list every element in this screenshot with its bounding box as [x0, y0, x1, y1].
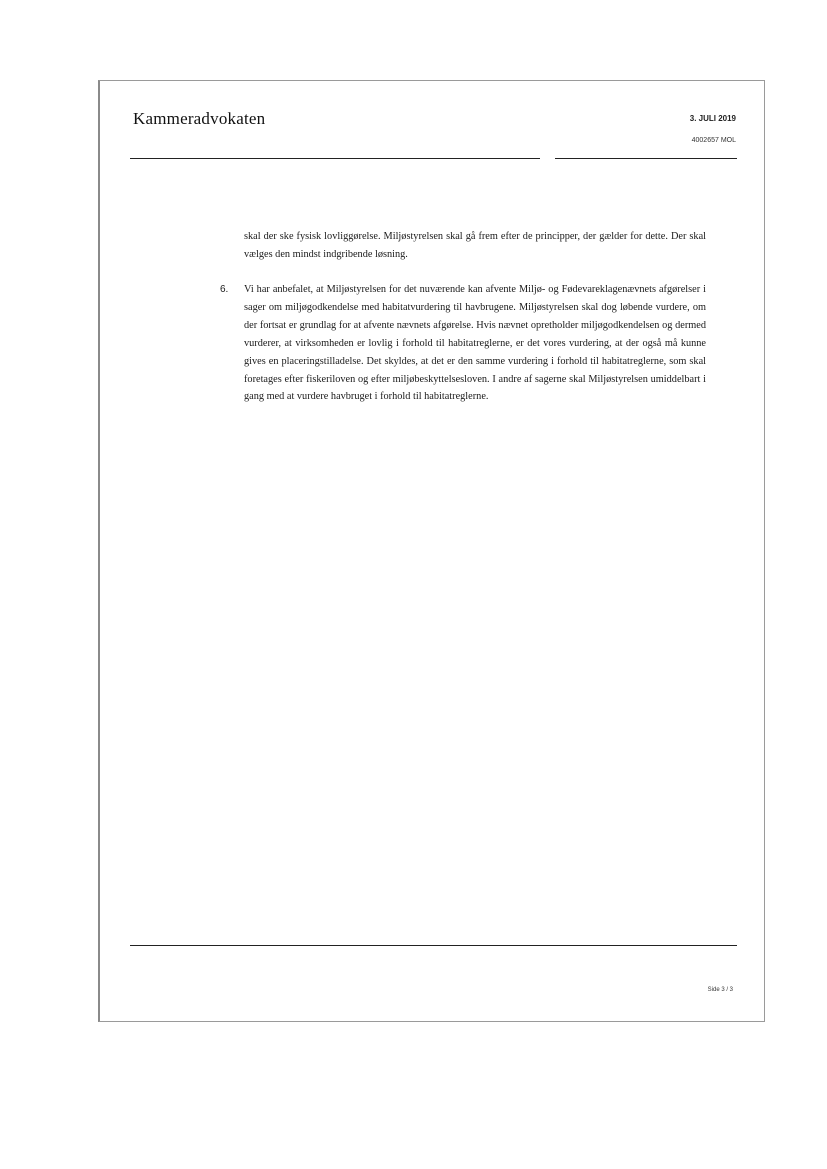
- firm-logo: Kammeradvokaten: [133, 109, 266, 128]
- item-text: Vi har anbefalet, at Miljøstyrelsen for det nuværende kan afvente Miljø- og Fødevareklagenævnets afgørelser i sager om miljøgodkendelse med habitatvurdering til havbrugene. Miljøstyrelsen skal dog løbende vurdere, om der fortsat er grundlag for at afvente nævnets afgørelse. Hvis nævnet opretholder miljøgodkendelsen og dermed vurderer, at virksomheden er lovlig i forhold til habitatreglerne, er det vores vurdering, at der også må kunne gives en placeringstilladelse. Det skyldes, at det er den samme vurdering i forhold til habitatreglerne, som skal foretages efter fiskeriloven og efter miljøbeskyttelsesloven. I andre af sagerne skal Miljøstyrelsen umiddelbart i gang med at vurdere havbruget i forhold til habitatreglerne.: [244, 284, 706, 403]
- footer-divider: [130, 945, 737, 946]
- continued-paragraph: skal der ske fysisk lovliggørelse. Miljøstyrelsen skal gå frem efter de principper, der gælder for dette. Der skal vælges den mindst indgribende løsning.: [244, 231, 706, 260]
- item-number: 6.: [220, 284, 229, 295]
- document-page: [98, 80, 765, 1022]
- page-number: Side 3 / 3: [707, 987, 733, 993]
- header-divider-right: [555, 158, 737, 159]
- document-date: 3. JULI 2019: [689, 114, 736, 123]
- document-reference: 4002657 MOL: [691, 137, 736, 144]
- header-divider-left: [130, 158, 540, 159]
